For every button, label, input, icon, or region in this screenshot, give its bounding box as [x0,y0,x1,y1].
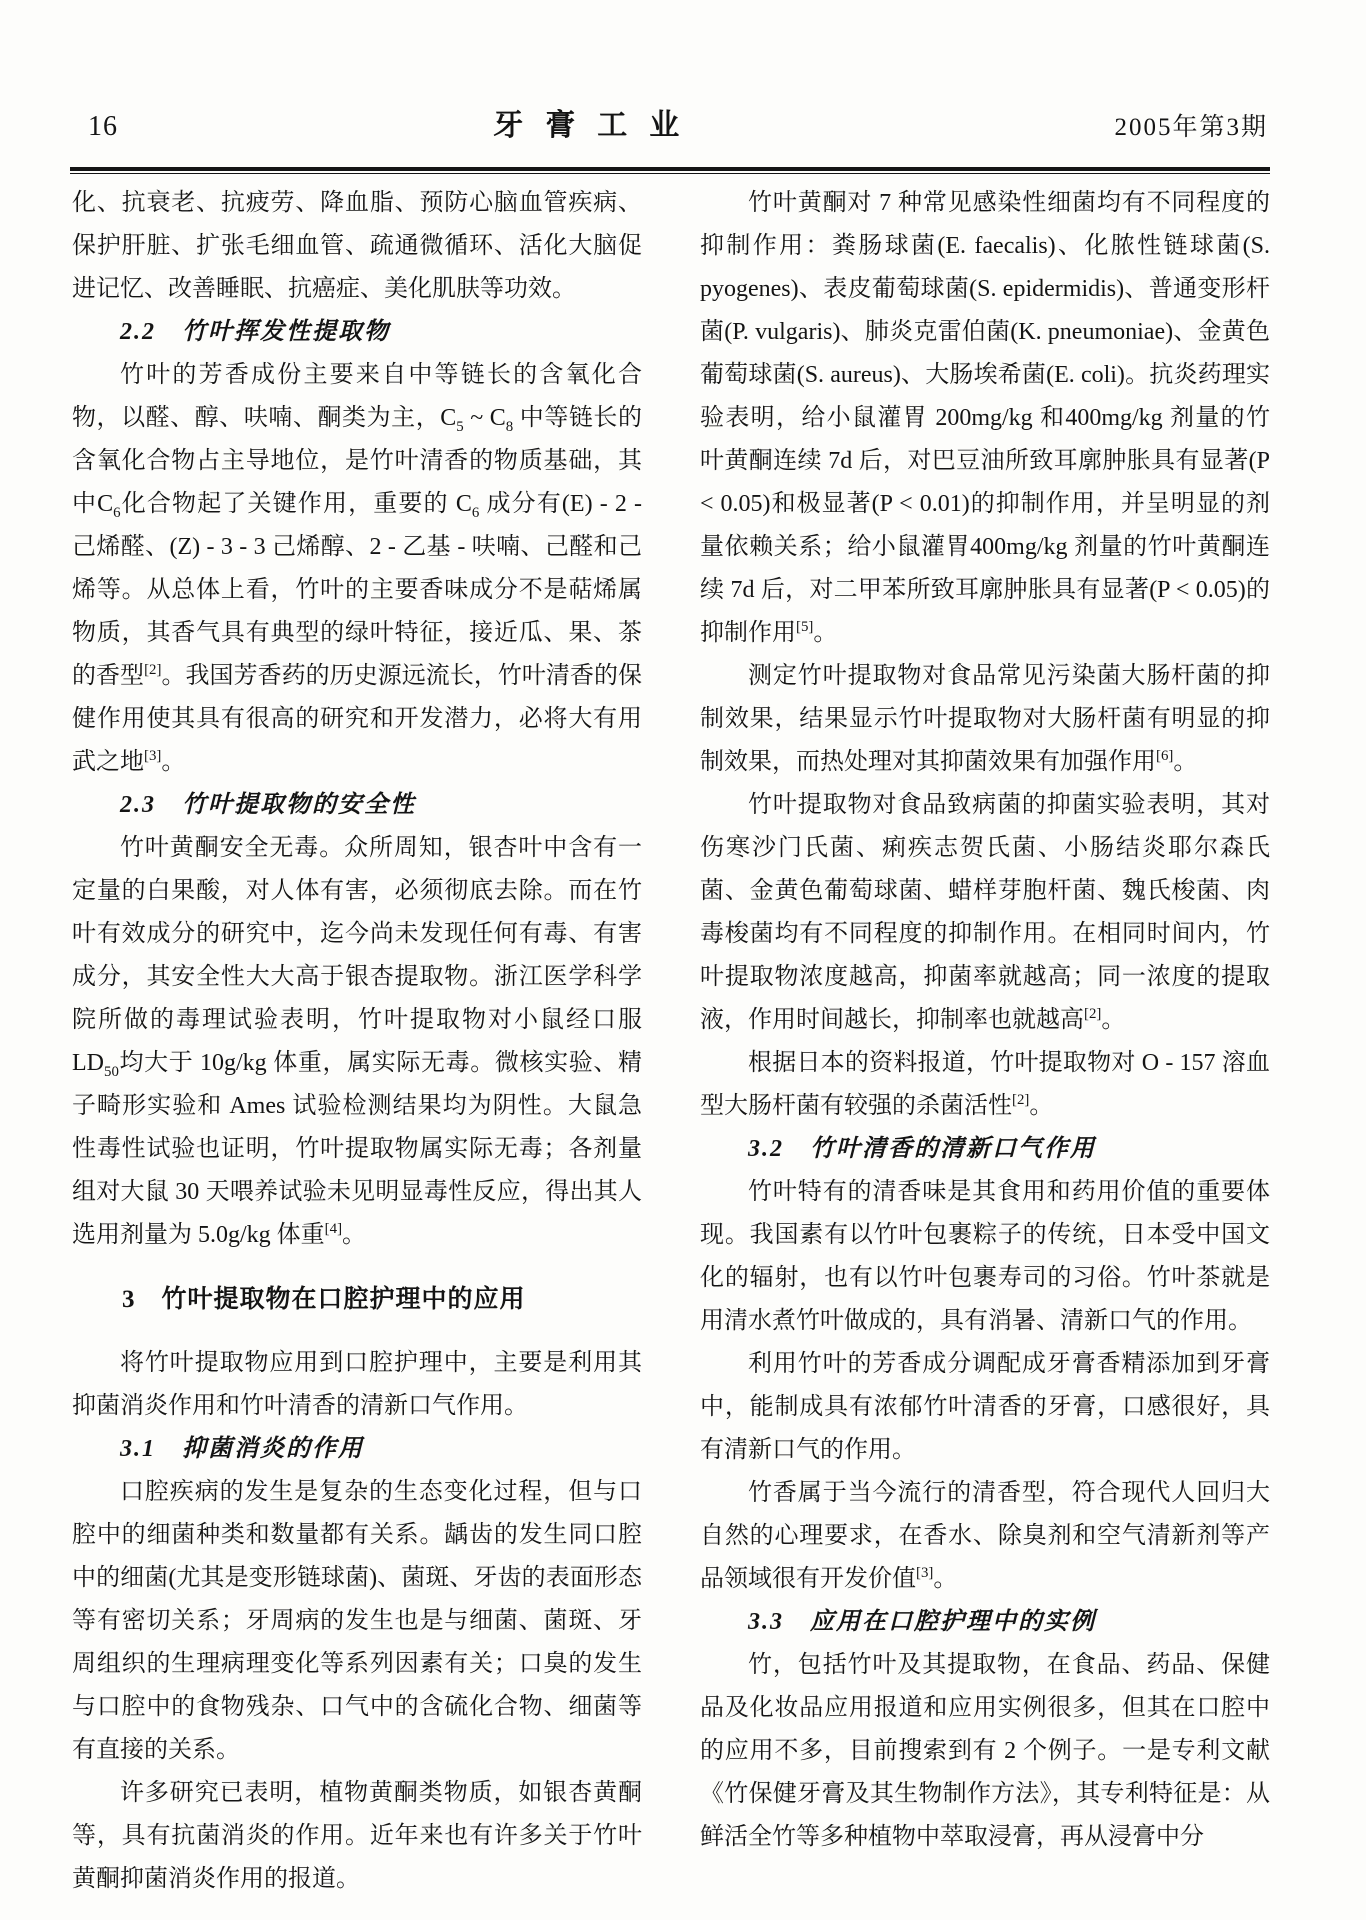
page-header [88,100,1268,144]
paragraph: 许多研究已表明，植物黄酮类物质，如银杏黄酮等，具有抗菌消炎的作用。近年来也有许多关于竹叶黄酮抑菌消炎作用的报道。 [72,1780,642,1892]
section-heading: 3 竹叶提取物在口腔护理中的应用 [122,1286,526,1313]
right-column [700,182,1270,1920]
paragraph: 将竹叶提取物应用到口腔护理中，主要是利用其抑菌消炎作用和竹叶清香的清新口气作用。 [72,1350,642,1419]
paragraph: 根据日本的资料报道，竹叶提取物对 O - 157 溶血型大肠杆菌有较强的杀菌活性[2]。 [700,1050,1270,1119]
superscript: [3] [144,748,162,764]
superscript: [6] [1156,748,1174,764]
paragraph: 测定竹叶提取物对食品常见污染菌大肠杆菌的抑制效果，结果显示竹叶提取物对大肠杆菌有明显的抑制效果，而热处理对其抑菌效果有加强作用[6]。 [700,663,1270,775]
left-column [72,182,642,1920]
paragraph: 竹叶的芳香成份主要来自中等链长的含氧化合物，以醛、醇、呋喃、酮类为主，$C_5$ ~ $C_8$ 中等链长的含氧化合物占主导地位，是竹叶清香的物质基础，其中$C_6$化合物起了关键作用，重要的 $C_6$ 成分有(E) - 2 - 己烯醛、(Z) - 3 - 3 己烯醇、2 - 乙基 - 呋喃、己醛和己烯等。从总体上看，竹叶的主要香味成分不是萜烯属物质，其香气具有典型的绿叶特征，接近瓜、果、茶的香型[2]。我国芳香药的历史源远流长，竹叶清香的保健作用使其具有很高的研究和开发潜力，必将大有用武之地[3]。 [72,362,643,775]
issue-label: 2005年第3期 [1114,114,1268,141]
paragraph: 竹叶黄酮安全无毒。众所周知，银杏叶中含有一定量的白果酸，对人体有害，必须彻底去除。而在竹叶有效成分的研究中，迄今尚未发现任何有毒、有害成分，其安全性大大高于银杏提取物。浙江医学科学院所做的毒理试验表明，竹叶提取物对小鼠经口服 $LD_{50}$均大于 10g/kg 体重，属实际无毒。微核实验、精子畸形实验和 Ames 试验检测结果均为阴性。大鼠急性毒性试验也证明，竹叶提取物属实际无毒；各剂量组对大鼠 30 天喂养试验未见明显毒性反应，得出其人选用剂量为 5.0g/kg 体重[4]。 [72,835,642,1248]
page-number: 16 [88,111,118,142]
paragraph: 竹叶黄酮对 7 种常见感染性细菌均有不同程度的抑制作用：粪肠球菌(E. faecalis)、化脓性链球菌(S. pyogenes)、表皮葡萄球菌(S. epidermidis)、普通变形杆菌(P. vulgaris)、肺炎克雷伯菌(K. pneumoniae)、金黄色葡萄球菌(S. aureus)、大肠埃希菌(E. coli)。抗炎药理实验表明，给小鼠灌胃 200mg/kg 和400mg/kg 剂量的竹叶黄酮连续 7d 后，对巴豆油所致耳廓肿胀具有显著(P < 0.05)和极显著(P < 0.01)的抑制作用，并呈明显的剂量依赖关系；给小鼠灌胃400mg/kg 剂量的竹叶黄酮连续 7d 后，对二甲苯所致耳廓肿胀具有显著(P < 0.05)的抑制作用[5]。 [700,190,1270,646]
article-body [72,182,1270,1920]
superscript: [2] [1084,1006,1102,1022]
header-rule [70,167,1270,174]
subscript: 8 [505,418,514,435]
superscript: [4] [324,1221,343,1237]
paragraph: 化、抗衰老、抗疲劳、降血脂、预防心脑血管疾病、保护肝脏、扩张毛细血管、疏通微循环、活化大脑促进记忆、改善睡眠、抗癌症、美化肌肤等功效。 [72,190,642,302]
section-heading: 3.2 竹叶清香的清新口气作用 [748,1136,1096,1162]
paragraph: 竹叶特有的清香味是其食用和药用价值的重要体现。我国素有以竹叶包裹粽子的传统，日本受中国文化的辐射，也有以竹叶包裹寿司的习俗。竹叶茶就是用清水煮竹叶做成的，具有消暑、清新口气的作用。 [700,1179,1270,1334]
paragraph: 竹叶提取物对食品致病菌的抑菌实验表明，其对伤寒沙门氏菌、痢疾志贺氏菌、小肠结炎耶尔森氏菌、金黄色葡萄球菌、蜡样芽胞杆菌、魏氏梭菌、肉毒梭菌均有不同程度的抑制作用。在相同时间内，竹叶提取物浓度越高，抑菌率就越高；同一浓度的提取液，作用时间越长，抑制率也就越高[2]。 [700,792,1270,1033]
paragraph: 竹香属于当今流行的清香型，符合现代人回归大自然的心理要求，在香水、除臭剂和空气清新剂等产品领域很有开发价值[3]。 [700,1480,1270,1592]
paragraph: 竹，包括竹叶及其提取物，在食品、药品、保健品及化妆品应用报道和应用实例很多，但其在口腔中的应用不多，目前搜索到有 2 个例子。一是专利文献《竹保健牙膏及其生物制作方法》，其专利特征是：从鲜活全竹等多种植物中萃取浸膏，再从浸膏中分 [700,1652,1270,1850]
section-heading: 3.1 抑菌消炎的作用 [120,1436,364,1462]
superscript: [2] [1012,1092,1030,1108]
subscript: 5 [456,418,464,435]
journal-title: 牙膏工业 [493,109,702,142]
superscript: [2] [144,662,162,678]
superscript: [3] [916,1565,934,1581]
section-heading: 3.3 应用在口腔护理中的实例 [748,1609,1096,1635]
superscript: [5] [796,619,814,635]
subscript: 50 [104,1063,119,1080]
section-heading: 2.3 竹叶提取物的安全性 [120,792,416,818]
paragraph: 利用竹叶的芳香成分调配成牙膏香精添加到牙膏中，能制成具有浓郁竹叶清香的牙膏，口感很好，具有清新口气的作用。 [700,1351,1270,1463]
subscript: 6 [113,504,121,521]
section-heading: 2.2 竹叶挥发性提取物 [120,319,390,345]
paragraph: 口腔疾病的发生是复杂的生态变化过程，但与口腔中的细菌种类和数量都有关系。龋齿的发生同口腔中的细菌(尤其是变形链球菌)、菌斑、牙齿的表面形态等有密切关系；牙周病的发生也是与细菌、菌斑、牙周组织的生理病理变化等系列因素有关；口臭的发生与口腔中的食物残杂、口气中的含硫化合物、细菌等有直接的关系。 [72,1479,642,1763]
subscript: 6 [471,504,480,521]
